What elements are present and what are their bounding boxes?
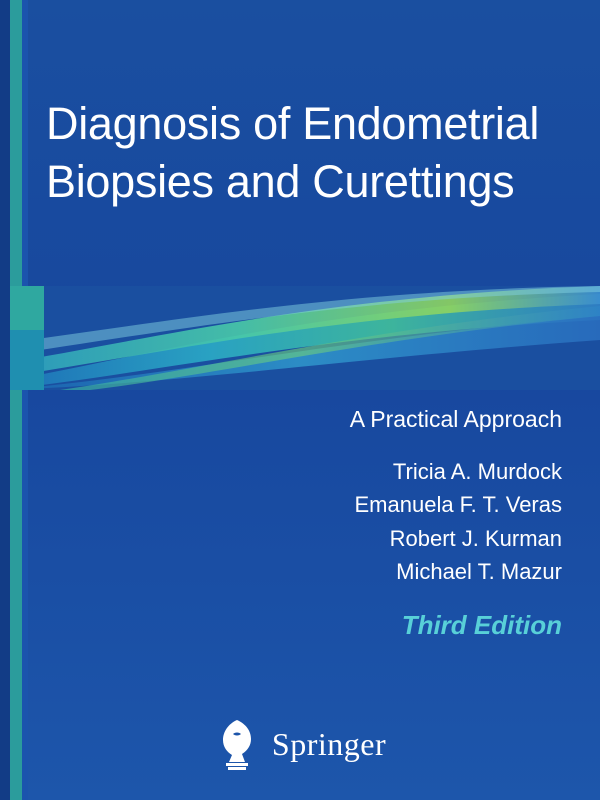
author-name: Robert J. Kurman [389, 525, 562, 551]
author-name: Tricia A. Murdock [392, 459, 562, 484]
springer-knight-icon [214, 716, 260, 772]
edition-label: Third Edition [401, 610, 562, 640]
author-name: Michael T. Mazur [396, 559, 562, 585]
book-title: Diagnosis of Endometrial Biopsies and Curettings [46, 98, 540, 207]
book-subtitle: A Practical Approach [349, 406, 562, 432]
publisher-name: Springer [271, 725, 387, 762]
publisher-logo [0, 716, 600, 772]
author-list [355, 455, 563, 589]
author-name: Emanuela F. T. Veras [354, 492, 562, 518]
